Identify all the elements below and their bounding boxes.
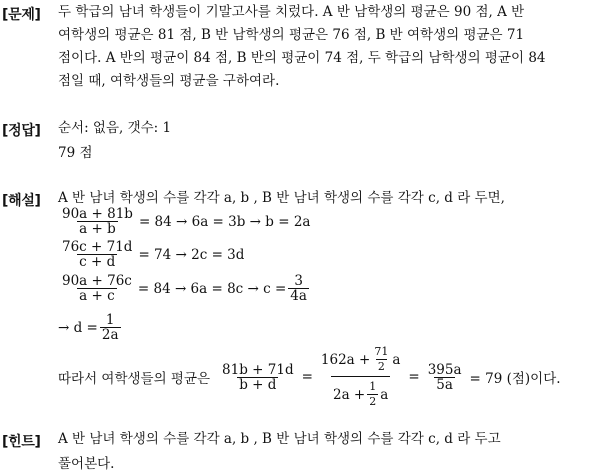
- solution-tag: [해설]: [2, 193, 41, 209]
- equation-2: [58, 240, 244, 269]
- fraction-denominator: 5a: [436, 376, 453, 393]
- problem-line-2: 여학생의 평균은 81 점, B 반 남학생의 평균은 76 점, B 반 여학생의 평균은 71: [58, 27, 525, 43]
- final-equation: 따라서 여학생들의 평균은 $\frac{81b + 71d}{b + d}$ = 162a + $\frac{71}{2}$ a 2a + $\frac{1}{2}$ a = $\frac{395a}{5a}$ = 79 (점)이다.: [58, 345, 561, 408]
- fraction: [60, 207, 135, 236]
- fraction-numerator: 76c + 71d: [62, 239, 133, 255]
- complex-fraction: [319, 345, 402, 409]
- fraction-numerator: 1: [369, 380, 377, 393]
- equation-1: [58, 207, 310, 236]
- fraction-denominator: 2: [377, 360, 385, 373]
- fraction-numerator: 395a: [427, 361, 462, 378]
- numerator-part: a: [392, 351, 401, 368]
- fraction: [100, 313, 121, 342]
- answer-line-1: 순서: 없음, 갯수: 1: [58, 120, 172, 136]
- hint-line-2: 풀어본다.: [58, 456, 115, 472]
- equation-rest: = 84 → 6a = 8c → c =: [137, 280, 287, 297]
- fraction-denominator: a + c: [79, 288, 115, 304]
- fraction-numerator: 71: [374, 345, 389, 358]
- fraction: [426, 363, 464, 392]
- denominator-part: 2a +: [332, 386, 366, 403]
- denominator-part: a: [380, 386, 389, 403]
- numerator-part: 162a +: [320, 351, 371, 368]
- fraction: [367, 380, 378, 409]
- equation-4: [58, 313, 123, 342]
- problem-line-1: 두 학급의 남녀 학생들이 기말고사를 치렀다. A 반 남학생의 평균은 90 점, A 반: [58, 4, 525, 20]
- fraction-denominator: 2: [369, 395, 377, 408]
- fraction-denominator: b + d: [239, 376, 277, 393]
- fraction-denominator: c + d: [79, 254, 116, 270]
- answer-line-2: 79 점: [58, 145, 93, 161]
- problem-line-4: 점일 때, 여학생들의 평균을 구하여라.: [58, 73, 280, 89]
- final-lead: 따라서 여학생들의 평균은: [58, 371, 211, 387]
- fraction: [372, 345, 390, 374]
- fraction-numerator: 1: [105, 312, 115, 328]
- fraction-numerator: 90a + 81b: [62, 206, 133, 222]
- hint-tag: [힌트]: [2, 434, 41, 450]
- equation-lead: → d =: [58, 319, 98, 336]
- fraction-denominator: 4a: [290, 288, 307, 304]
- problem-line-3: 점이다. A 반의 평균이 84 점, B 반의 평균이 74 점, 두 학급의 남학생의 평균이 84: [58, 50, 546, 66]
- solution-intro: A 반 남녀 학생의 수를 각각 a, b , B 반 남녀 학생의 수를 각각 c, d 라 두면,: [58, 190, 505, 206]
- fraction: [60, 274, 134, 303]
- equation-3: [58, 274, 311, 303]
- final-tail: = 79 (점)이다.: [469, 371, 561, 387]
- fraction-numerator: 90a + 76c: [62, 273, 132, 289]
- hint-line-1: A 반 남녀 학생의 수를 각각 a, b , B 반 남녀 학생의 수를 각각 c, d 라 두고: [58, 431, 501, 447]
- problem-tag: [문제]: [2, 7, 41, 23]
- fraction-numerator: 3: [294, 273, 303, 289]
- fraction-denominator: a + b: [79, 221, 116, 237]
- answer-tag: [정답]: [2, 123, 41, 139]
- fraction: [288, 274, 309, 303]
- fraction: [220, 363, 296, 392]
- fraction-numerator: 81b + 71d: [222, 361, 294, 378]
- fraction-denominator: [331, 376, 390, 409]
- equation-rest: = 84 → 6a = 3b → b = 2a: [138, 213, 311, 230]
- equation-rest: = 74 → 2c = 3d: [138, 246, 245, 263]
- fraction: [60, 240, 134, 269]
- fraction-numerator: [319, 345, 402, 376]
- fraction-denominator: 2a: [101, 327, 119, 343]
